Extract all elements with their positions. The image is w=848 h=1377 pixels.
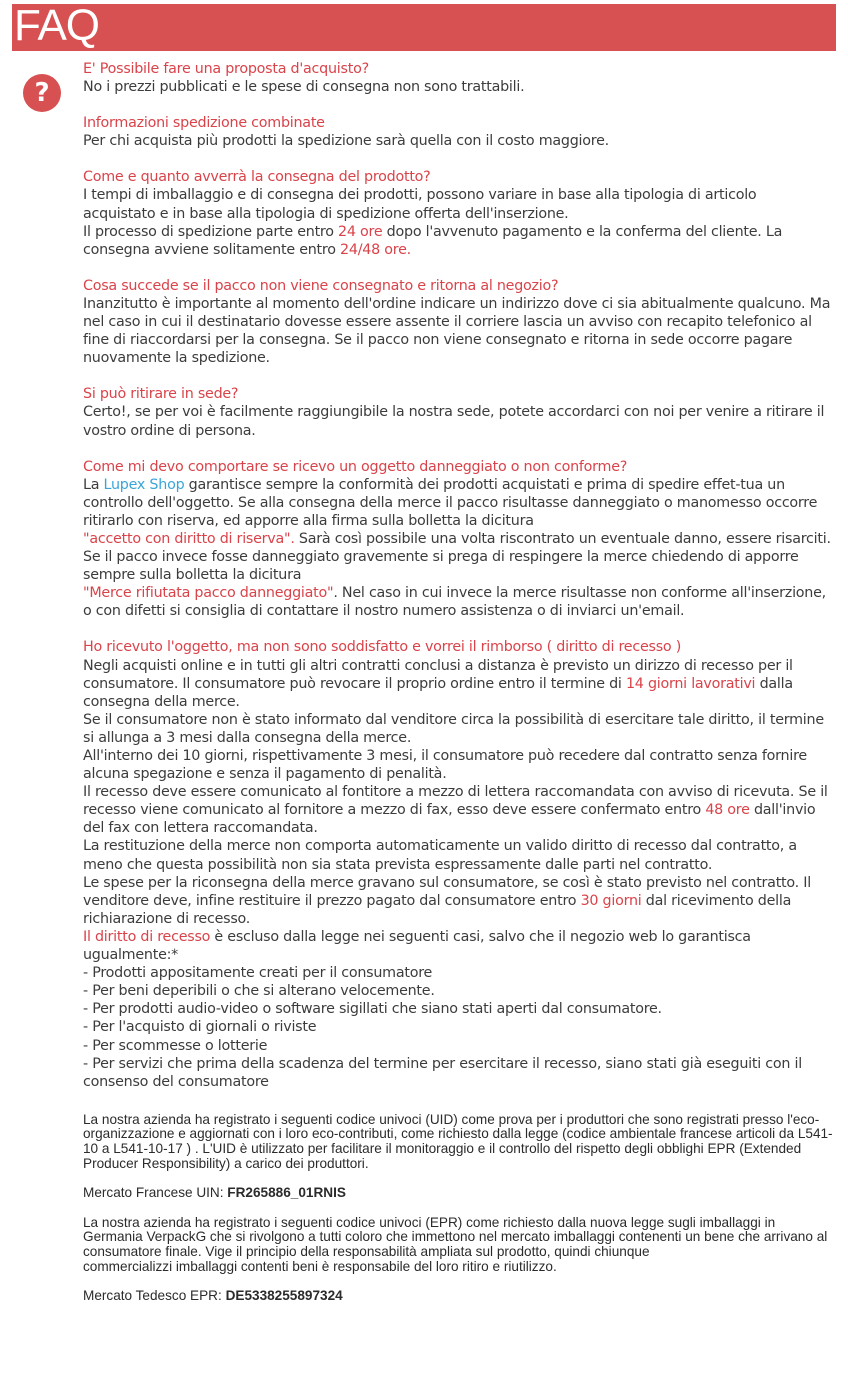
faq-question: Ho ricevuto l'oggetto, ma non sono soddisfatto e vorrei il rimborso ( diritto di recesso ) bbox=[83, 639, 682, 656]
faq-answer: Per chi acquista più prodotti la spedizione sarà quella con il costo maggiore. bbox=[83, 133, 609, 150]
answer-text: All'interno dei 10 giorni, rispettivamente 3 mesi, il consumatore può recedere dal contratto senza fornire alcuna spegazione e senza il pagamento di penalità. bbox=[83, 748, 807, 783]
answer-text: Le spese per la riconsegna della merce gravano sul consumatore, se così è stato previsto nel contratto. Il venditore deve, infine restituire il prezzo pagato dal consumatore entro bbox=[83, 874, 811, 909]
answer-text: La restituzione della merce non comporta automaticamente un valido diritto di recesso dal contratto, a meno che questa possibilità non sia stata prevista espressamente dalle parti nel contratto. bbox=[83, 838, 797, 873]
answer-text: I tempi di imballaggio e di consegna dei prodotti, possono variare in base alla tipologia di articolo acquistato e in base alla tipologia di spedizione offerta dell'inserzione. bbox=[83, 187, 757, 222]
epr-text: commercializzi imballaggi contenti beni è responsabile del loro ritiro e riutilizzo. bbox=[83, 1258, 557, 1274]
faq-header-bar bbox=[12, 1, 836, 51]
exclusion-item: - Per servizi che prima della scadenza del termine per esercitare il recesso, siano stati già eseguiti con il consenso del consumatore bbox=[83, 1055, 802, 1090]
faq-answer bbox=[83, 186, 833, 258]
faq-answer bbox=[83, 657, 833, 1091]
answer-text: La bbox=[83, 476, 104, 493]
faq-item-pickup bbox=[83, 385, 833, 439]
answer-text: Il processo di spedizione parte entro bbox=[83, 223, 339, 240]
exclusion-item: - Prodotti appositamente creati per il consumatore bbox=[83, 965, 433, 982]
epr-paragraph bbox=[83, 1216, 833, 1274]
faq-answer: No i prezzi pubblicati e le spese di consegna non sono trattabili. bbox=[83, 79, 525, 96]
faq-item-delivery bbox=[83, 168, 833, 258]
highlight-accetto-con-riserva: "accetto con diritto di riserva". bbox=[83, 530, 295, 547]
german-epr-line bbox=[83, 1289, 833, 1304]
epr-text: La nostra azienda ha registrato i seguenti codice univoci (EPR) come richiesto dalla nuova legge sugli imballaggi in Germania VerpackG che si rivolgono a tutti coloro che immettono nel mercato imballaggi contenenti un bene che arrivano al consumatore finale. Vige il principio della responsabilità ampliata sul prodotto, quindi chiunque bbox=[83, 1214, 828, 1259]
faq-answer: Certo!, se per voi è facilmente raggiungibile la nostra sede, potete accordarci con noi per venire a ritirare il vostro ordine di persona. bbox=[83, 404, 825, 439]
highlight-24-48-ore: 24/48 ore. bbox=[340, 241, 411, 258]
faq-answer bbox=[83, 476, 833, 621]
highlight-14-giorni: 14 giorni lavorativi bbox=[625, 675, 756, 692]
faq-item-combined-shipping bbox=[83, 114, 833, 150]
legal-section bbox=[83, 1113, 833, 1304]
highlight-merce-rifiutata: "Merce rifiutata pacco danneggiato" bbox=[83, 585, 334, 602]
faq-question: Cosa succede se il pacco non viene consegnato e ritorna al negozio? bbox=[83, 277, 559, 294]
question-mark-icon: ? bbox=[23, 74, 61, 112]
page-title: FAQ bbox=[14, 1, 100, 50]
exclusion-item: - Per beni deperibili o che si alterano velocemente. bbox=[83, 983, 435, 1000]
faq-question: Informazioni spedizione combinate bbox=[83, 115, 325, 132]
answer-text: dopo l'avvenuto pagamento e la conferma del cliente. La consegna avviene solitamente entro bbox=[83, 223, 783, 258]
highlight-48-ore: 48 ore bbox=[705, 802, 750, 819]
faq-item-proposal bbox=[83, 60, 833, 96]
french-uin-line bbox=[83, 1186, 833, 1201]
answer-text: dalla consegna della merce. bbox=[83, 675, 793, 710]
answer-text: Se il consumatore non è stato informato dal venditore circa la possibilità di esercitare tale diritto, il termine si allunga a 3 mesi dalla consegna della merce. bbox=[83, 711, 824, 746]
highlight-diritto-di-recesso: Il diritto di recesso bbox=[83, 928, 211, 945]
exclusion-item: - Per prodotti audio-video o software sigillati che siano stati aperti dal consumatore. bbox=[83, 1001, 662, 1018]
answer-text: è escluso dalla legge nei seguenti casi, salvo che il negozio web lo garantisca ugualmente:* bbox=[83, 928, 751, 964]
brand-link[interactable]: Lupex Shop bbox=[103, 476, 185, 493]
faq-item-undelivered bbox=[83, 277, 833, 367]
faq-question: Come mi devo comportare se ricevo un oggetto danneggiato o non conforme? bbox=[83, 458, 628, 475]
answer-text: dall'invio del fax con lettera raccomandata. bbox=[83, 802, 816, 837]
faq-question: E' Possibile fare una proposta d'acquisto? bbox=[83, 61, 369, 77]
faq-item-damaged bbox=[83, 458, 833, 621]
answer-text: garantisce sempre la conformità dei prodotti acquistati e prima di spedire effet-tua un controllo dell'oggetto. Se alla consegna della merce il pacco risultasse danneggiato o manomesso occorre ritirarlo con riserva, ed apporre alla firma sulla bolletta la dicitura bbox=[83, 476, 818, 529]
exclusion-item: - Per l'acquisto di giornali o riviste bbox=[83, 1019, 317, 1036]
answer-text: Sarà così possibile una volta riscontrato un eventuale danno, essere risarciti. Se il pacco invece fosse danneggiato gravemente si prega di respingere la merce chiedendo di apporre sempre sulla bolletta la dicitura bbox=[83, 530, 831, 584]
highlight-24-ore: 24 ore bbox=[338, 223, 383, 240]
highlight-30-giorni: 30 giorni bbox=[580, 892, 642, 909]
de-label: Mercato Tedesco EPR: bbox=[83, 1288, 226, 1304]
exclusion-item: - Per scommesse o lotterie bbox=[83, 1037, 268, 1054]
faq-answer: Inanzitutto è importante al momento dell'ordine indicare un indirizzo dove ci sia abitualmente qualcuno. Ma nel caso in cui il destinatario dovesse essere assente il corriere lascia un avviso con recapito telefonico al fine di riaccordarsi per la consegna. Se il pacco non viene consegnato e ritorna in sede occorre pagare nuovamente la spedizione. bbox=[83, 295, 831, 367]
faq-question: Come e quanto avverrà la consegna del prodotto? bbox=[83, 169, 431, 186]
fr-code: FR265886_01RNIS bbox=[227, 1185, 346, 1201]
faq-item-refund bbox=[83, 638, 833, 1090]
faq-question: Si può ritirare in sede? bbox=[83, 386, 239, 403]
answer-text: dal ricevimento della richiarazione di recesso. bbox=[83, 892, 792, 927]
faq-content bbox=[83, 60, 833, 1319]
answer-text: Il recesso deve essere comunicato al fontitore a mezzo di lettera raccomandata con avviso di ricevuta. Se il recesso viene comunicato al fornitore a mezzo di fax, esso deve essere confermato entro bbox=[83, 784, 828, 819]
answer-text: . Nel caso in cui invece la merce risultasse non conforme all'inserzione, o con difetti si consiglia di contattare il nostro numero assistenza o di inviarci un'email. bbox=[83, 585, 826, 620]
answer-text: Negli acquisti online e in tutti gli altri contratti conclusi a distanza è previsto un dirizzo di recesso per il consumatore. Il consumatore può revocare il proprio ordine entro il termine di bbox=[83, 657, 793, 692]
fr-label: Mercato Francese UIN: bbox=[83, 1185, 228, 1201]
uid-paragraph: La nostra azienda ha registrato i seguenti codice univoci (UID) come prova per i produttori che sono registrati presso l'eco-organizzazione e aggiornati con i loro eco-contributi, come richiesto dalla legge (codice ambientale francese articoli da L541-10 a L541-10-17 ) . L'UID è utilizzato per facilitare il monitoraggio e il controllo del rispetto degli obblighi EPR (Extended Producer Responsibility) a carico dei produttori. bbox=[83, 1111, 833, 1171]
de-code: DE5338255897324 bbox=[225, 1288, 343, 1304]
